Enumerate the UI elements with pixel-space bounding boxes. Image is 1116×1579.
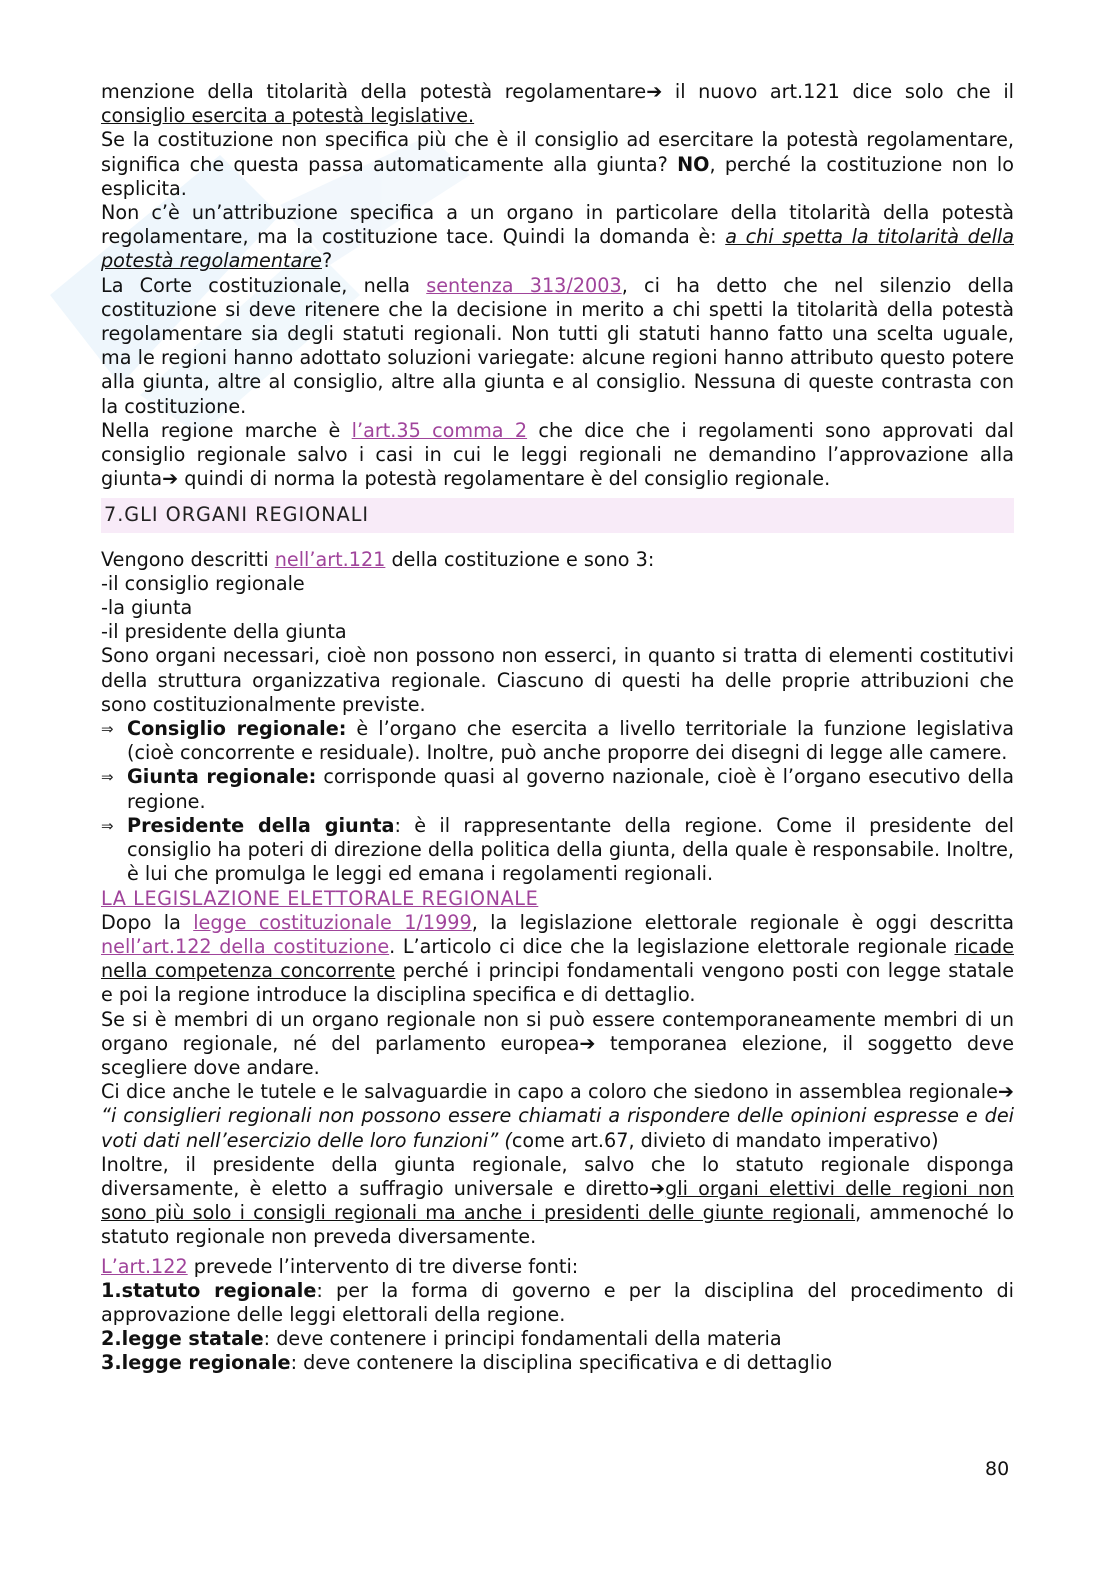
bullet-item: ⇒ Consiglio regionale: è l’organo che esercita a livello territoriale la funzione legislativa (cioè concorrente e residuale). Inoltre, può anche proporre dei disegni di legge alle camere.	[101, 717, 1015, 765]
paragraph: menzione della titolarità della potestà regolamentare➔ il nuovo art.121 dice solo che il consiglio esercita a potestà legislative.	[101, 80, 1014, 128]
link-art122-cost[interactable]: nell’art.122 della costituzione	[101, 934, 390, 958]
paragraph: Inoltre, il presidente della giunta regionale, salvo che lo statuto regionale disponga diversamente, è eletto a suffragio universale e diretto➔gli organi elettivi delle regioni non sono più solo i consigli regionali ma anche i presidenti delle giunte regionali, ammenoché lo statuto regionale non preveda diversamente.	[101, 1152, 1014, 1249]
link-art121[interactable]: nell’art.121	[274, 547, 386, 571]
paragraph: Dopo la legge costituzionale 1/1999, la legislazione elettorale regionale è oggi descritta nell’art.122 della costituzione. L’articolo ci dice che la legislazione elettorale regionale ricade nella competenza concorrente perché i principi fondamentali vengono posti con legge statale e poi la regione introduce la disciplina specifica e di dettaglio.	[101, 910, 1015, 1007]
bullet-item: ⇒ Giunta regionale: corrisponde quasi al governo nazionale, cioè è l’organo esecutivo della regione.	[101, 765, 1014, 813]
subsection-heading[interactable]: LA LEGISLAZIONE ELETTORALE REGIONALE	[101, 886, 539, 910]
link-sentenza[interactable]: sentenza 313/2003	[426, 273, 622, 297]
arrow-right-icon: ➔	[162, 467, 179, 491]
paragraph: Se si è membri di un organo regionale non si può essere contemporaneamente membri di un organo regionale, né del parlamento europea➔ temporanea elezione, il soggetto deve scegliere dove andare.	[101, 1007, 1014, 1079]
arrow-right-icon: ➔	[579, 1031, 596, 1055]
arrow-right-icon: ➔	[646, 80, 663, 103]
paragraph: Se la costituzione non specifica più che è il consiglio ad esercitare la potestà regolamentare, significa che questa passa automaticamente alla giunta? NO, perché la costituzione non lo esplicita.	[101, 128, 1015, 200]
paragraph: Non c’è un’attribuzione specifica a un organo in particolare della titolarità della potestà regolamentare, ma la costituzione tace. Quindi la domanda è: a chi spetta la titolarità della potestà regolamentare?	[101, 201, 1014, 273]
link-legge-cost[interactable]: legge costituzionale 1/1999	[193, 910, 472, 934]
organs-bullet-list	[101, 717, 1014, 886]
source-item: 1.statuto regionale: per la forma di governo e per la disciplina del procedimento di approvazione delle leggi elettorali della regione.	[101, 1278, 1015, 1326]
double-arrow-icon: ⇒	[101, 768, 114, 787]
paragraph: Ci dice anche le tutele e le salvaguardie in capo a coloro che siedono in assemblea regionale➔ “i consiglieri regionali non possono essere chiamati a rispondere delle opinioni espresse e dei voti dati nell’esercizio delle loro funzioni” (come art.67, divieto di mandato imperativo)	[101, 1080, 1014, 1152]
page-content	[101, 80, 1014, 1376]
double-arrow-icon: ⇒	[101, 720, 114, 739]
source-item: 3.legge regionale: deve contenere la disciplina specificativa e di dettaglio	[101, 1351, 833, 1375]
double-arrow-icon: ⇒	[101, 816, 114, 835]
list-item: -il consiglio regionale	[101, 571, 305, 595]
paragraph: Sono organi necessari, cioè non possono non esserci, in quanto si tratta di elementi costitutivi della struttura organizzativa regionale. Ciascuno di questi ha delle proprie attribuzioni che sono costituzionalmente previste.	[101, 644, 1014, 716]
list-item: -il presidente della giunta	[101, 620, 347, 644]
link-art35[interactable]: l’art.35 comma 2	[351, 418, 528, 442]
paragraph: La Corte costituzionale, nella sentenza 313/2003, ci ha detto che nel silenzio della costituzione si deve ritenere che la decisione in merito a chi spetti la titolarità della potestà regolamentare sia degli statuti regionali. Non tutti gli statuti hanno fatto una scelta uguale, ma le regioni hanno adottato soluzioni variegate: alcune regioni hanno attributo questo potere alla giunta, altre al consiglio, altre alla giunta e al consiglio. Nessuna di queste contrasta con la costituzione.	[101, 273, 1014, 418]
arrow-right-icon: ➔	[997, 1080, 1014, 1104]
paragraph: Vengono descritti nell’art.121 della costituzione e sono 3:	[101, 547, 655, 571]
link-art122[interactable]: L’art.122	[101, 1254, 188, 1278]
bullet-item: ⇒ Presidente della giunta: è il rappresentante della regione. Come il presidente del consiglio ha poteri di direzione della politica della giunta, della quale è responsabile. Inoltre, è lui che promulga le leggi ed emana i regolamenti regionali.	[101, 813, 1015, 886]
section-heading: 7.GLI ORGANI REGIONALI	[101, 498, 1014, 532]
paragraph: L’art.122 prevede l’intervento di tre diverse fonti:	[101, 1254, 579, 1278]
arrow-right-icon: ➔	[649, 1176, 666, 1200]
list-item: -la giunta	[101, 596, 193, 620]
paragraph: Nella regione marche è l’art.35 comma 2 che dice che i regolamenti sono approvati dal consiglio regionale salvo i casi in cui le leggi regionali ne demandino l’approvazione alla giunta➔ quindi di norma la potestà regolamentare è del consiglio regionale.	[101, 418, 1014, 491]
page-number: 80	[985, 1458, 1010, 1480]
source-item: 2.legge statale: deve contenere i principi fondamentali della materia	[101, 1327, 782, 1351]
